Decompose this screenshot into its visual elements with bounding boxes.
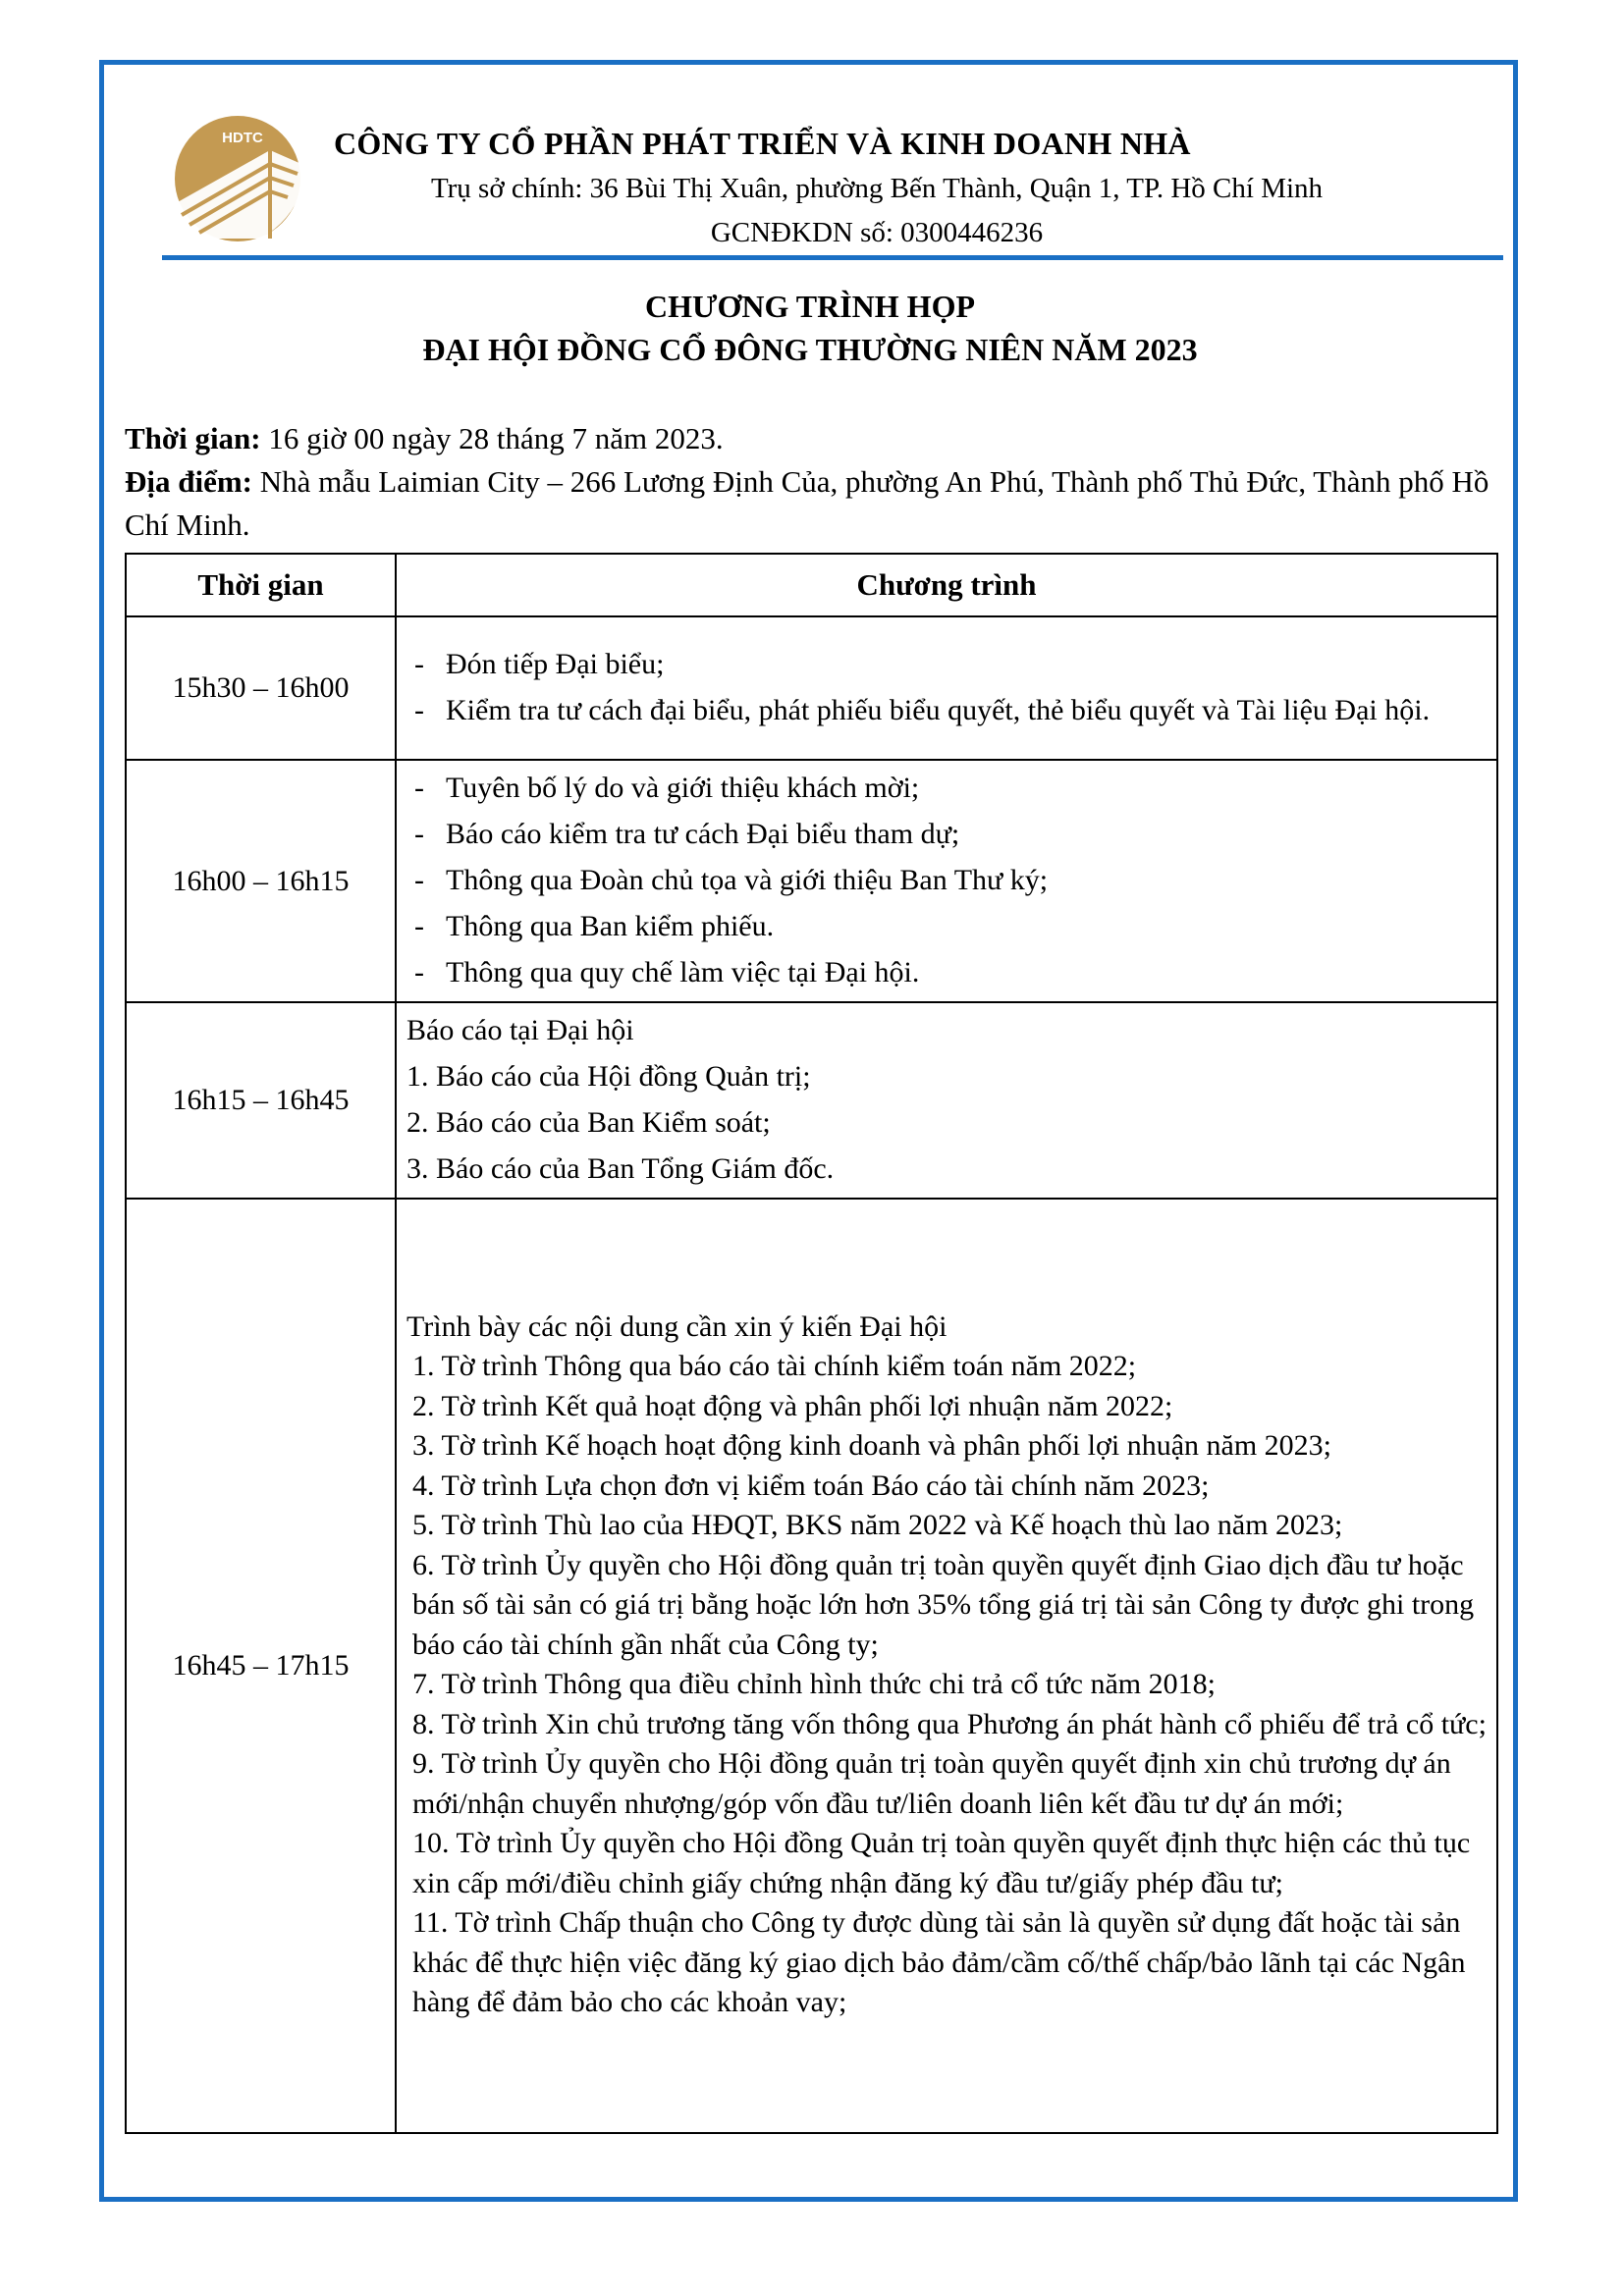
list-item: 7. Tờ trình Thông qua điều chỉnh hình thức chi trả cổ tức năm 2018; [412, 1668, 1216, 1700]
table-row [126, 1199, 1497, 2133]
document-subtitle: ĐẠI HỘI ĐỒNG CỔ ĐÔNG THƯỜNG NIÊN NĂM 2023 [422, 332, 1198, 367]
list-item: - Thông qua Đoàn chủ tọa và giới thiệu Ban Thư ký; [406, 857, 1487, 903]
list-item: - Kiểm tra tư cách đại biểu, phát phiếu biểu quyết, thẻ biểu quyết và Tài liệu Đại hội. [406, 687, 1487, 733]
table-header-row [126, 554, 1497, 616]
program-list [406, 641, 1487, 733]
row-time: 16h15 – 16h45 [126, 1002, 396, 1199]
list-item: 2. Báo cáo của Ban Kiểm soát; [406, 1106, 771, 1139]
logo-text: HDTC [222, 130, 263, 146]
program-heading: Trình bày các nội dung cần xin ý kiến Đại hội [406, 1309, 947, 1343]
row-time: 15h30 – 16h00 [126, 616, 396, 760]
company-name: CÔNG TY CỔ PHẦN PHÁT TRIỂN VÀ KINH DOANH NHÀ [334, 126, 1191, 161]
row-program [396, 760, 1497, 1002]
list-item: - Thông qua quy chế làm việc tại Đại hội. [406, 949, 1487, 995]
meeting-time [125, 417, 1499, 460]
column-header-program: Chương trình [396, 554, 1497, 616]
meeting-place-label: Địa điểm: [125, 464, 253, 499]
program-heading: Báo cáo tại Đại hội [406, 1014, 634, 1046]
row-time: 16h00 – 16h15 [126, 760, 396, 1002]
list-item: 9. Tờ trình Ủy quyền cho Hội đồng quản trị toàn quyền quyết định xin chủ trương dự án mới/nhận chuyển nhượng/góp vốn đầu tư/liên doanh liên kết đầu tư dự án mới; [412, 1747, 1451, 1820]
list-item: 5. Tờ trình Thù lao của HĐQT, BKS năm 2022 và Kế hoạch thù lao năm 2023; [412, 1509, 1343, 1541]
list-item: 2. Tờ trình Kết quả hoạt động và phân phối lợi nhuận năm 2022; [412, 1389, 1173, 1422]
list-item: 8. Tờ trình Xin chủ trương tăng vốn thông qua Phương án phát hành cổ phiếu để trả cổ tức; [412, 1707, 1487, 1740]
list-item: 1. Tờ trình Thông qua báo cáo tài chính kiểm toán năm 2022; [412, 1350, 1137, 1382]
table-row [126, 1002, 1497, 1199]
company-registration: GCNĐKDN số: 0300446236 [710, 217, 1044, 248]
column-header-time: Thời gian [126, 554, 396, 616]
company-address: Trụ sở chính: 36 Bùi Thị Xuân, phường Bến Thành, Quận 1, TP. Hồ Chí Minh [430, 173, 1324, 204]
list-item: 3. Báo cáo của Ban Tổng Giám đốc. [406, 1152, 835, 1185]
meeting-time-value: 16 giờ 00 ngày 28 tháng 7 năm 2023. [260, 421, 724, 455]
list-item: - Báo cáo kiểm tra tư cách Đại biểu tham dự; [406, 811, 1487, 857]
list-item: 4. Tờ trình Lựa chọn đơn vị kiểm toán Báo cáo tài chính năm 2023; [412, 1468, 1210, 1502]
row-program [396, 1002, 1497, 1199]
list-item: 11. Tờ trình Chấp thuận cho Công ty được dùng tài sản là quyền sử dụng đất hoặc tài sản khác để thực hiện việc đăng ký giao dịch bảo đảm/cầm cố/thế chấp/bảo lãnh tại các Ngân hàng để đảm bảo cho các khoản vay; [412, 1906, 1466, 2018]
list-item: - Tuyên bố lý do và giới thiệu khách mời; [406, 765, 1487, 811]
list-item: 3. Tờ trình Kế hoạch hoạt động kinh doanh và phân phối lợi nhuận năm 2023; [412, 1429, 1332, 1462]
meeting-time-label: Thời gian: [125, 421, 261, 455]
list-item: 1. Báo cáo của Hội đồng Quản trị; [406, 1060, 811, 1093]
row-time: 16h45 – 17h15 [126, 1199, 396, 2133]
row-program [396, 1199, 1497, 2133]
list-item: - Đón tiếp Đại biểu; [406, 641, 1487, 687]
table-row [126, 616, 1497, 760]
meeting-place [125, 460, 1499, 547]
company-logo [172, 113, 304, 245]
list-item: 6. Tờ trình Ủy quyền cho Hội đồng quản trị toàn quyền quyết định Giao dịch đầu tư hoặc bán số tài sản có giá trị bằng hoặc lớn hơn 35% tổng giá trị tài sản Công ty được ghi trong báo cáo tài chính gần nhất của Công ty; [412, 1548, 1475, 1661]
list-item: - Thông qua Ban kiểm phiếu. [406, 903, 1487, 949]
row-program [396, 616, 1497, 760]
document-title: CHƯƠNG TRÌNH HỌP [644, 289, 975, 324]
agenda-table [125, 553, 1498, 2134]
table-row [126, 760, 1497, 1002]
header-divider [162, 255, 1503, 260]
program-list [406, 765, 1487, 995]
meeting-place-value: Nhà mẫu Laimian City – 266 Lương Định Của, phường An Phú, Thành phố Thủ Đức, Thành phố Hồ Chí Minh. [125, 464, 1489, 542]
list-item: 10. Tờ trình Ủy quyền cho Hội đồng Quản trị toàn quyền quyết định thực hiện các thủ tục xin cấp mới/điều chỉnh giấy chứng nhận đăng ký đầu tư/giấy phép đầu tư; [412, 1827, 1471, 1899]
